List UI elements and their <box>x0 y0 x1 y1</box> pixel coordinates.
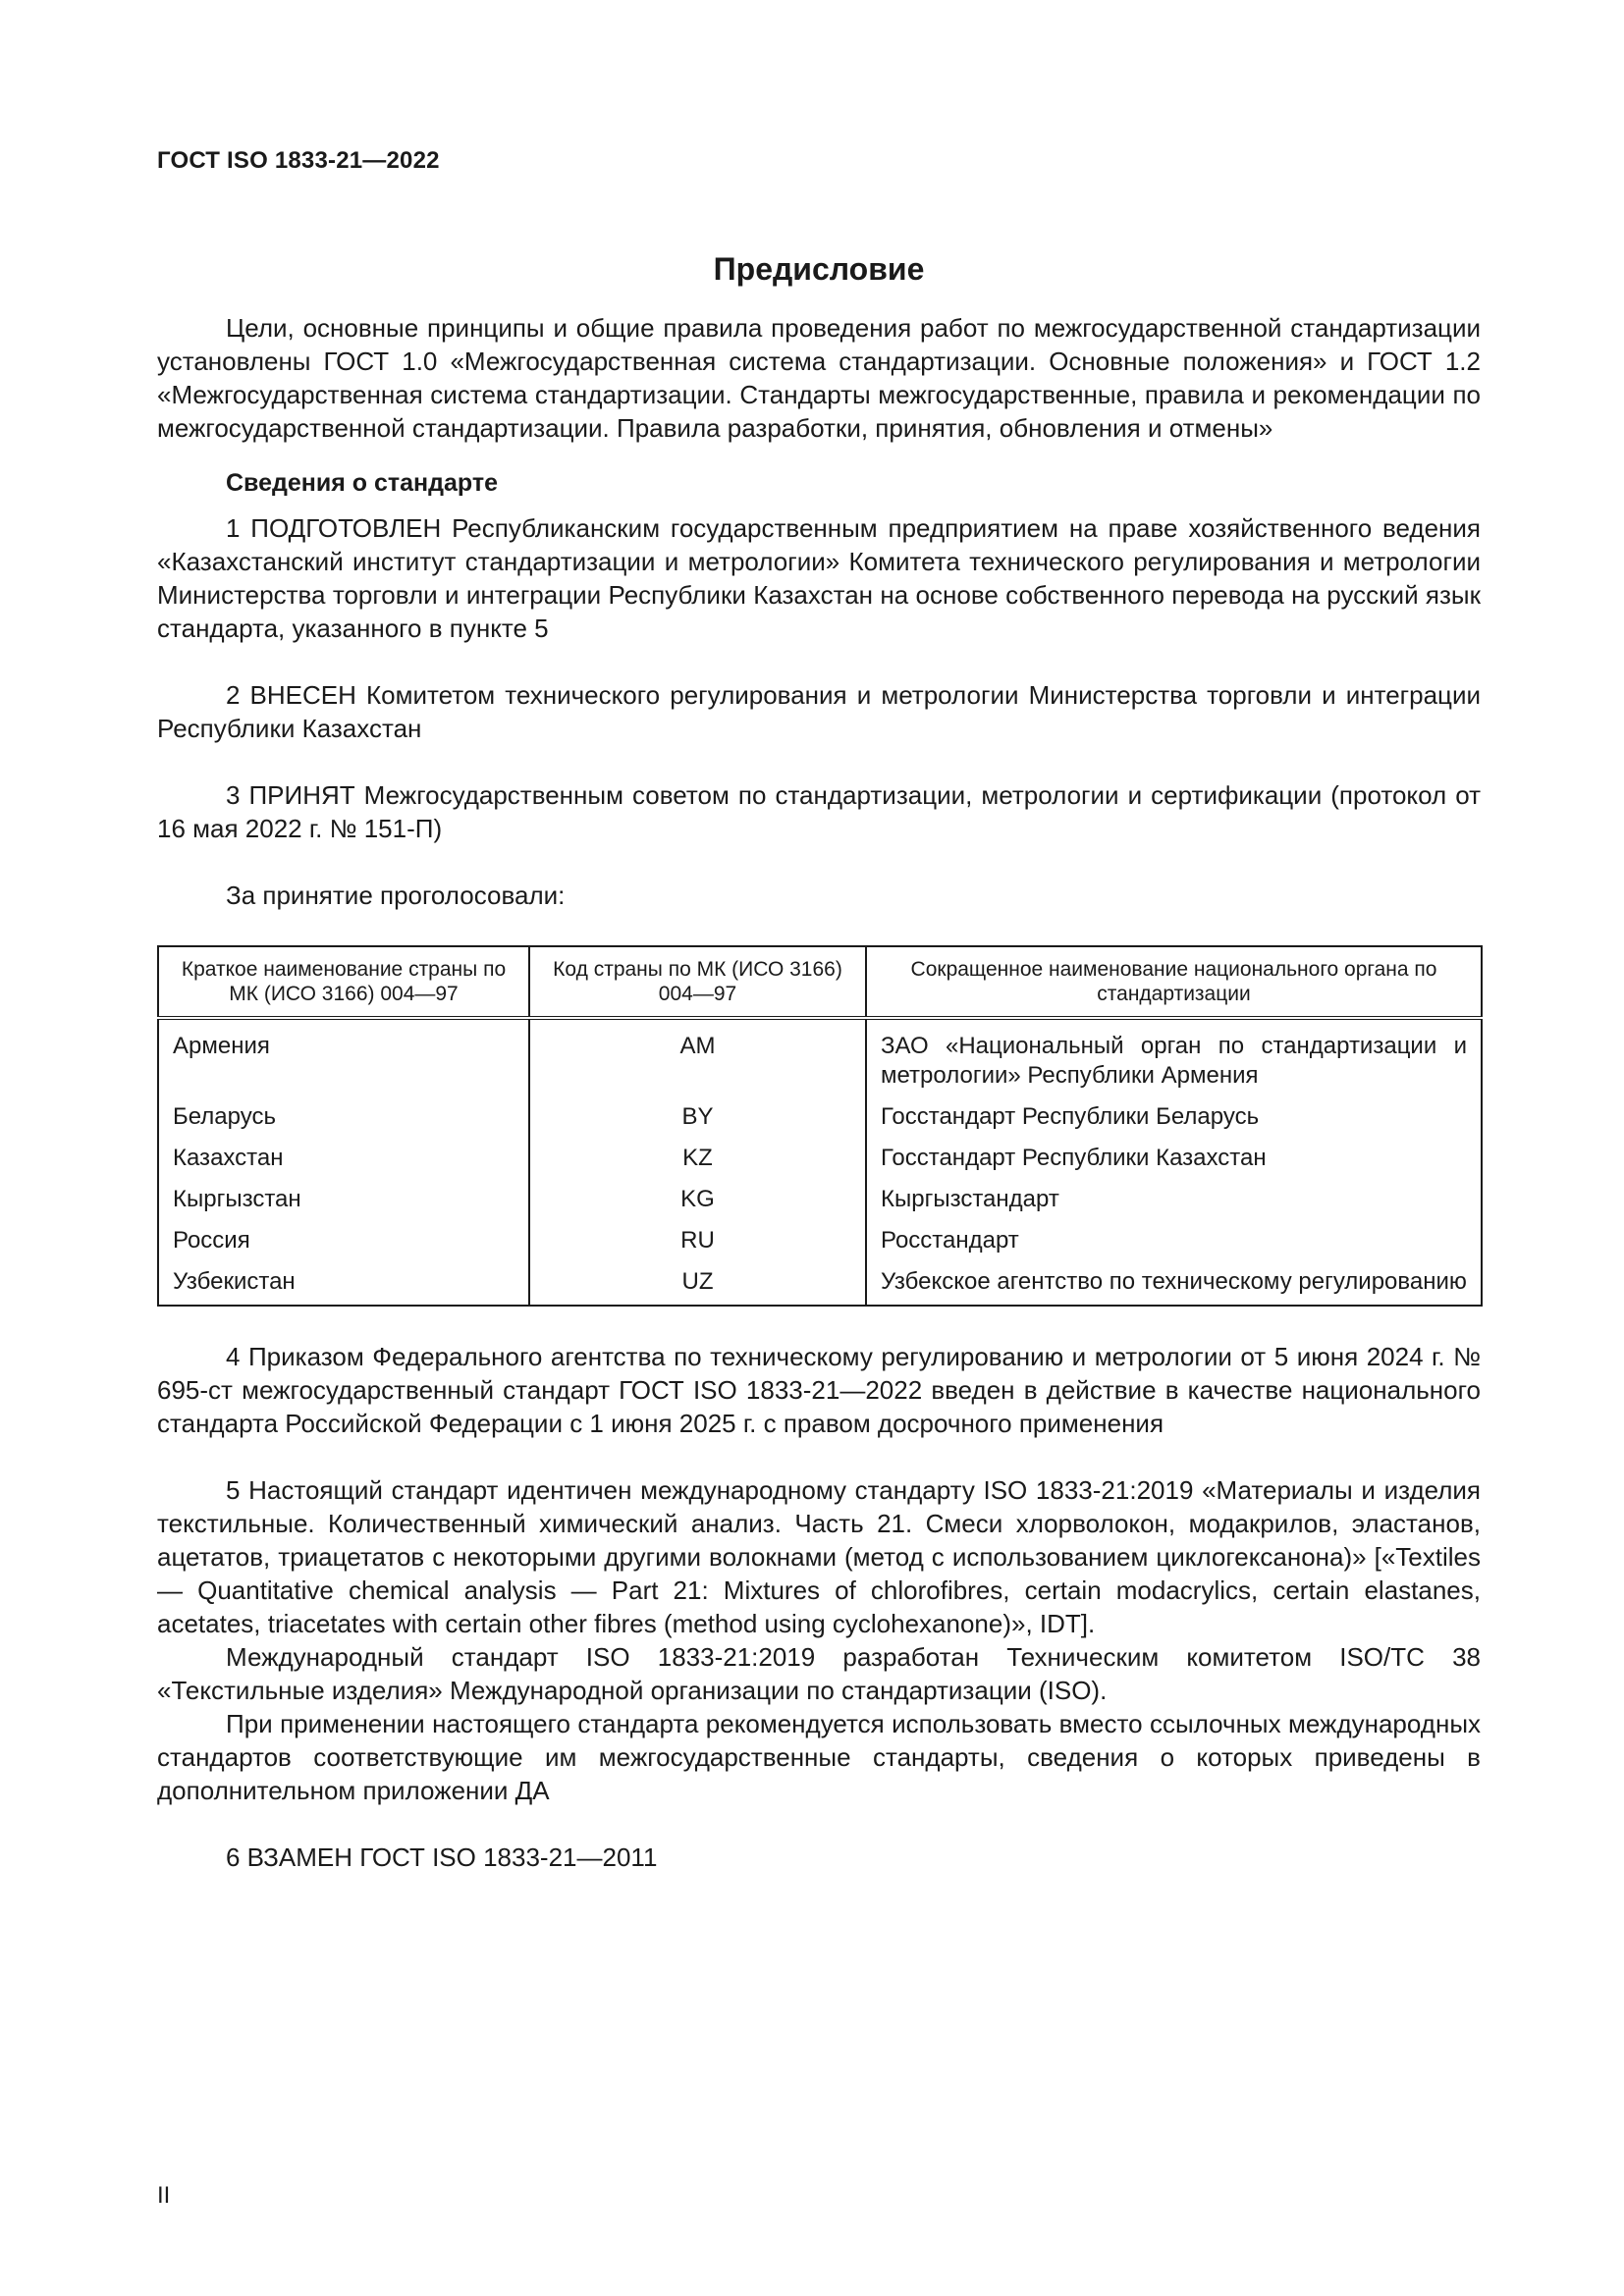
country-cell: Казахстан <box>158 1138 529 1179</box>
table-row <box>158 1138 1482 1179</box>
item-1: 1 ПОДГОТОВЛЕН Республиканским государственным предприятием на праве хозяйственного ведения «Казахстанский институт стандартизации и метрологии» Комитета технического регулирования и метрологии Министерства торговли и интеграции Республики Казахстан на основе собственного перевода на русский язык стандарта, указанного в пункте 5 <box>157 513 1481 643</box>
intro-paragraph: Цели, основные принципы и общие правила проведения работ по межгосударственной стандартизации установлены ГОСТ 1.0 «Межгосударственная система стандартизации. Основные положения» и ГОСТ 1.2 «Межгосударственная система стандартизации. Стандарты межгосударственные, правила и рекомендации по межгосударственной стандартизации. Правила разработки, принятия, обновления и отмены» <box>157 313 1481 443</box>
code-cell: KG <box>529 1179 866 1220</box>
body-cell: Кыргызстандарт <box>866 1179 1482 1220</box>
header-code: Код страны по МК (ИСО 3166) 004—97 <box>529 946 866 1018</box>
item-5-references: При применении настоящего стандарта рекомендуется использовать вместо ссылочных международных стандартов соответствующие им межгосударственные стандарты, сведения о которых приведены в дополнительном приложении ДА <box>157 1709 1481 1805</box>
table-row <box>158 1018 1482 1096</box>
voted-label: За принятие проголосовали: <box>226 881 566 910</box>
table-header-row <box>158 946 1482 1018</box>
body-cell: Росстандарт <box>866 1220 1482 1261</box>
code-cell: AM <box>529 1018 866 1096</box>
page-title: Предисловие <box>713 251 925 287</box>
body-cell: Госстандарт Республики Беларусь <box>866 1096 1482 1138</box>
item-2: 2 ВНЕСЕН Комитетом технического регулирования и метрологии Министерства торговли и интеграции Республики Казахстан <box>157 680 1481 743</box>
code-cell: RU <box>529 1220 866 1261</box>
item-5: 5 Настоящий стандарт идентичен международному стандарту ISO 1833-21:2019 «Материалы и изделия текстильные. Количественный химический анализ. Часть 21. Смеси хлорволокон, модакрилов, эластанов, ацетатов, триацетатов с некоторыми другими волокнами (метод с использованием циклогексанона)» [«Textiles — Quantitative chemical analysis — Part 21: Mixtures of chlorofibres, certain modacrylics, certain elastanes, acetates, triacetates with certain other fibres (method using cyclohexanone)», IDT]. <box>157 1475 1481 1638</box>
country-cell: Кыргызстан <box>158 1179 529 1220</box>
voting-table <box>157 945 1483 1307</box>
country-cell: Россия <box>158 1220 529 1261</box>
item-3: 3 ПРИНЯТ Межгосударственным советом по стандартизации, метрологии и сертификации (протокол от 16 мая 2022 г. № 151-П) <box>157 780 1481 843</box>
body-cell: Узбекское агентство по техническому регулированию <box>866 1261 1482 1306</box>
table-row <box>158 1220 1482 1261</box>
document-header: ГОСТ ISO 1833-21—2022 <box>157 147 440 174</box>
code-cell: KZ <box>529 1138 866 1179</box>
document-page <box>157 147 1481 1874</box>
page-number: II <box>157 2182 171 2209</box>
item-5-developer: Международный стандарт ISO 1833-21:2019 разработан Техническим комитетом ISO/TC 38 «Текстильные изделия» Международной организации по стандартизации (ISO). <box>157 1642 1481 1705</box>
code-cell: BY <box>529 1096 866 1138</box>
header-country: Краткое наименование страны по МК (ИСО 3166) 004—97 <box>158 946 529 1018</box>
table-row <box>158 1261 1482 1306</box>
code-cell: UZ <box>529 1261 866 1306</box>
country-cell: Армения <box>158 1018 529 1096</box>
body-cell: Госстандарт Республики Казахстан <box>866 1138 1482 1179</box>
section-subtitle: Сведения о стандарте <box>226 469 499 497</box>
table-row <box>158 1096 1482 1138</box>
header-body: Сокращенное наименование национального органа по стандартизации <box>866 946 1482 1018</box>
table-row <box>158 1179 1482 1220</box>
body-cell: ЗАО «Национальный орган по стандартизации и метрологии» Республики Армения <box>866 1018 1482 1096</box>
item-6: 6 ВЗАМЕН ГОСТ ISO 1833-21—2011 <box>226 1842 658 1872</box>
item-4: 4 Приказом Федерального агентства по техническому регулированию и метрологии от 5 июня 2024 г. № 695-ст межгосударственный стандарт ГОСТ ISO 1833-21—2022 введен в действие в качестве национального стандарта Российской Федерации с 1 июня 2025 г. с правом досрочного применения <box>157 1342 1481 1438</box>
country-cell: Узбекистан <box>158 1261 529 1306</box>
country-cell: Беларусь <box>158 1096 529 1138</box>
